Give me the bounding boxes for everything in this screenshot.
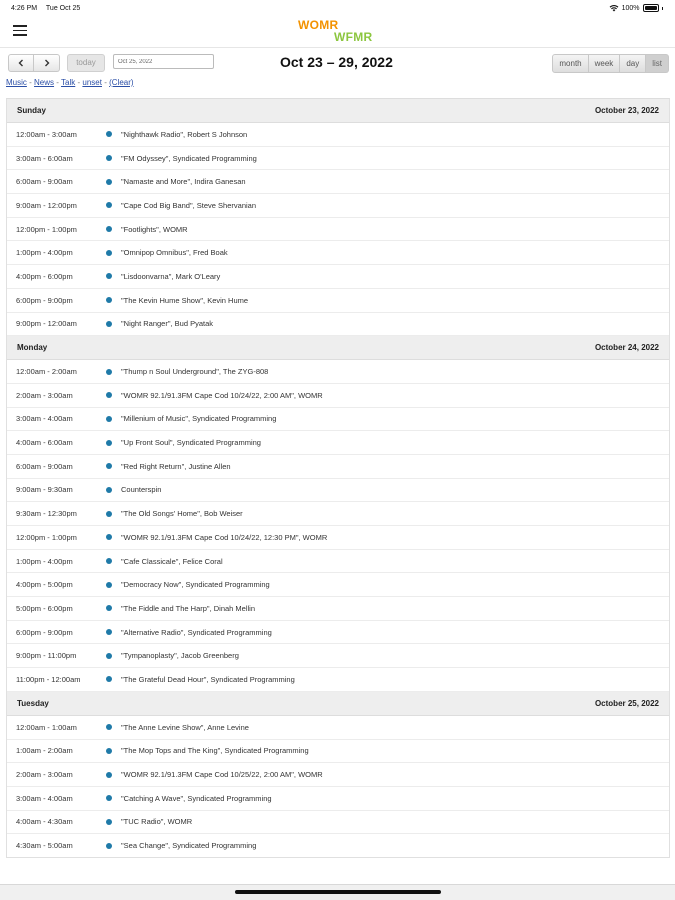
event-dot-icon: [106, 819, 112, 825]
event-title[interactable]: "TUC Radio", WOMR: [121, 817, 193, 827]
event-time: 9:00pm - 11:00pm: [16, 651, 77, 661]
event-title[interactable]: "Up Front Soul", Syndicated Programming: [121, 438, 261, 448]
day-header: [7, 692, 669, 716]
event-dot-icon: [106, 321, 112, 327]
event-row[interactable]: [7, 384, 669, 408]
event-title[interactable]: "Thump n Soul Underground", The ZYG-808: [121, 367, 269, 377]
event-time: 4:00am - 4:30am: [16, 817, 73, 827]
day-header: [7, 336, 669, 360]
event-row[interactable]: [7, 668, 669, 692]
event-time: 1:00pm - 4:00pm: [16, 556, 73, 566]
day-date: October 23, 2022: [594, 106, 659, 115]
event-time: 5:00pm - 6:00pm: [16, 603, 73, 613]
event-row[interactable]: [7, 265, 669, 289]
event-row[interactable]: [7, 123, 669, 147]
event-row[interactable]: [7, 502, 669, 526]
status-time: 4:26 PM: [11, 4, 38, 12]
event-row[interactable]: [7, 550, 669, 574]
bottom-bar: [0, 884, 675, 900]
menu-icon[interactable]: [13, 25, 27, 36]
event-time: 11:00pm - 12:00am: [16, 674, 81, 684]
event-dot-icon: [106, 297, 112, 303]
chevron-left-icon: [17, 59, 25, 67]
event-title[interactable]: "Sea Change", Syndicated Programming: [121, 841, 257, 851]
event-title[interactable]: "Cape Cod Big Band", Steve Shervanian: [121, 200, 256, 210]
event-time: 1:00am - 2:00am: [16, 746, 73, 756]
event-title[interactable]: "WOMR 92.1/91.3FM Cape Cod 10/25/22, 2:00 AM", WOMR: [121, 770, 323, 780]
next-button[interactable]: [34, 54, 60, 72]
event-title[interactable]: "Red Right Return", Justine Allen: [121, 461, 231, 471]
event-row[interactable]: [7, 194, 669, 218]
event-time: 6:00pm - 9:00pm: [16, 295, 73, 305]
event-row[interactable]: [7, 313, 669, 337]
battery-percent: 100%: [621, 4, 640, 12]
event-dot-icon: [106, 605, 112, 611]
event-row[interactable]: [7, 716, 669, 740]
event-time: 6:00am - 9:00am: [16, 177, 73, 187]
event-time: 12:00am - 1:00am: [16, 722, 77, 732]
event-title[interactable]: "Democracy Now", Syndicated Programming: [121, 580, 270, 590]
battery-icon: [643, 4, 659, 12]
event-row[interactable]: [7, 644, 669, 668]
event-dot-icon: [106, 250, 112, 256]
event-dot-icon: [106, 463, 112, 469]
filter-separator: -: [104, 78, 107, 87]
status-date: Tue Oct 25: [45, 4, 81, 12]
event-dot-icon: [106, 416, 112, 422]
event-dot-icon: [106, 795, 112, 801]
station-logo: [298, 19, 373, 43]
calendar-toolbar: [0, 48, 675, 82]
event-title[interactable]: "The Grateful Dead Hour", Syndicated Programming: [121, 674, 295, 684]
day-name: Tuesday: [17, 698, 49, 708]
logo-womr: WOMR: [298, 18, 339, 32]
event-title[interactable]: "The Anne Levine Show", Anne Levine: [121, 722, 249, 732]
event-time: 4:00pm - 6:00pm: [16, 271, 73, 281]
event-row[interactable]: [7, 408, 669, 432]
event-time: 4:30am - 5:00am: [16, 841, 73, 851]
event-row[interactable]: [7, 147, 669, 171]
event-title[interactable]: "Cafe Classicale", Felice Coral: [121, 556, 223, 566]
filter-news-link[interactable]: News: [34, 78, 55, 87]
event-title[interactable]: "Tympanoplasty", Jacob Greenberg: [121, 651, 239, 661]
event-row[interactable]: [7, 763, 669, 787]
event-row[interactable]: [7, 740, 669, 764]
day-name: Monday: [17, 343, 48, 353]
status-left: [11, 5, 87, 12]
view-list-button[interactable]: list: [646, 54, 669, 73]
event-title[interactable]: "Namaste and More", Indira Ganesan: [121, 177, 246, 187]
event-dot-icon: [106, 629, 112, 635]
event-time: 4:00am - 6:00am: [16, 438, 73, 448]
event-title[interactable]: "Catching A Wave", Syndicated Programming: [121, 793, 272, 803]
event-dot-icon: [106, 772, 112, 778]
filter-separator: -: [56, 78, 59, 87]
event-time: 3:00am - 6:00am: [16, 153, 73, 163]
event-dot-icon: [106, 226, 112, 232]
chevron-right-icon: [43, 59, 51, 67]
event-time: 3:00am - 4:00am: [16, 793, 73, 803]
logo-wfmr: WFMR: [334, 30, 373, 44]
nav-button-group: [8, 54, 60, 72]
filter-separator: -: [29, 78, 32, 87]
event-title[interactable]: "The Fiddle and The Harp", Dinah Mellin: [121, 603, 256, 613]
view-week-button[interactable]: week: [589, 54, 621, 73]
event-dot-icon: [106, 676, 112, 682]
event-title[interactable]: "Millenium of Music", Syndicated Programming: [121, 414, 277, 424]
event-row[interactable]: [7, 431, 669, 455]
event-dot-icon: [106, 582, 112, 588]
app-header: [0, 16, 675, 48]
filter-talk-link[interactable]: Talk: [61, 78, 76, 87]
event-title[interactable]: "FM Odyssey", Syndicated Programming: [121, 153, 257, 163]
event-dot-icon: [106, 511, 112, 517]
event-title[interactable]: Counterspin: [121, 485, 162, 495]
event-row[interactable]: [7, 479, 669, 503]
event-time: 12:00am - 3:00am: [16, 129, 77, 139]
event-dot-icon: [106, 440, 112, 446]
filter-separator: -: [77, 78, 81, 87]
event-time: 9:00am - 9:30am: [16, 485, 73, 495]
event-dot-icon: [106, 724, 112, 730]
event-row[interactable]: [7, 289, 669, 313]
prev-button[interactable]: [8, 54, 34, 72]
event-dot-icon: [106, 534, 112, 540]
schedule-list: [6, 98, 670, 858]
view-switcher: [552, 54, 669, 73]
today-button[interactable]: today: [67, 54, 105, 72]
event-dot-icon: [106, 843, 112, 849]
day-date: October 24, 2022: [594, 343, 659, 353]
event-time: 4:00pm - 5:00pm: [16, 580, 73, 590]
event-title[interactable]: "Alternative Radio", Syndicated Programming: [121, 627, 272, 637]
view-month-button[interactable]: month: [552, 54, 588, 73]
event-time: 6:00pm - 9:00pm: [16, 627, 73, 637]
event-title[interactable]: "Omnipop Omnibus", Fred Boak: [121, 248, 228, 258]
event-row[interactable]: [7, 241, 669, 265]
event-row[interactable]: [7, 811, 669, 835]
view-day-button[interactable]: day: [620, 54, 646, 73]
event-time: 9:00am - 12:00pm: [16, 200, 77, 210]
event-dot-icon: [106, 131, 112, 137]
status-bar: [0, 0, 675, 16]
event-title[interactable]: "Lisdoonvarna", Mark O'Leary: [121, 271, 221, 281]
wifi-icon: [609, 4, 619, 12]
event-row[interactable]: [7, 834, 669, 858]
event-row[interactable]: [7, 455, 669, 479]
event-time: 12:00pm - 1:00pm: [16, 224, 77, 234]
event-time: 12:00am - 2:00am: [16, 367, 77, 377]
event-dot-icon: [106, 392, 112, 398]
day-date: October 25, 2022: [594, 698, 659, 708]
event-time: 9:00pm - 12:00am: [16, 319, 77, 329]
event-row[interactable]: [7, 621, 669, 645]
day-name: Sunday: [17, 106, 46, 115]
event-title[interactable]: "The Old Songs' Home", Bob Weiser: [121, 509, 243, 519]
event-title[interactable]: "Footlights", WOMR: [121, 224, 188, 234]
home-indicator[interactable]: [235, 890, 441, 894]
event-row[interactable]: [7, 526, 669, 550]
event-title[interactable]: "The Kevin Hume Show", Kevin Hume: [121, 295, 249, 305]
event-title[interactable]: "The Mop Tops and The King", Syndicated Programming: [121, 746, 309, 756]
event-dot-icon: [106, 155, 112, 161]
event-time: 6:00am - 9:00am: [16, 461, 73, 471]
event-dot-icon: [106, 653, 112, 659]
event-row[interactable]: [7, 597, 669, 621]
event-title[interactable]: "WOMR 92.1/91.3FM Cape Cod 10/24/22, 12:30 PM", WOMR: [121, 532, 328, 542]
status-right: [609, 4, 663, 12]
date-picker-input[interactable]: [113, 54, 214, 69]
event-title[interactable]: "Nighthawk Radio", Robert S Johnson: [121, 129, 248, 139]
event-time: 12:00pm - 1:00pm: [16, 532, 77, 542]
event-title[interactable]: "Night Ranger", Bud Pyatak: [121, 319, 214, 329]
event-dot-icon: [106, 487, 112, 493]
event-dot-icon: [106, 369, 112, 375]
event-time: 1:00pm - 4:00pm: [16, 248, 73, 258]
event-time: 2:00am - 3:00am: [16, 770, 73, 780]
filter-unset-link[interactable]: unset: [82, 78, 102, 87]
filter-clear-link[interactable]: (Clear): [109, 78, 134, 87]
event-time: 2:00am - 3:00am: [16, 390, 73, 400]
event-time: 3:00am - 4:00am: [16, 414, 73, 424]
event-dot-icon: [106, 202, 112, 208]
genre-filters: [6, 78, 134, 87]
event-dot-icon: [106, 748, 112, 754]
event-row[interactable]: [7, 170, 669, 194]
event-row[interactable]: [7, 573, 669, 597]
event-dot-icon: [106, 558, 112, 564]
day-header: [7, 99, 669, 123]
event-time: 9:30am - 12:30pm: [16, 509, 77, 519]
event-row[interactable]: [7, 218, 669, 242]
event-dot-icon: [106, 273, 112, 279]
battery-tip: [662, 7, 664, 10]
date-range-title: Oct 23 – 29, 2022: [280, 54, 393, 70]
event-row[interactable]: [7, 360, 669, 384]
event-dot-icon: [106, 179, 112, 185]
event-row[interactable]: [7, 787, 669, 811]
event-title[interactable]: "WOMR 92.1/91.3FM Cape Cod 10/24/22, 2:00 AM", WOMR: [121, 390, 323, 400]
filter-music-link[interactable]: Music: [6, 78, 27, 87]
